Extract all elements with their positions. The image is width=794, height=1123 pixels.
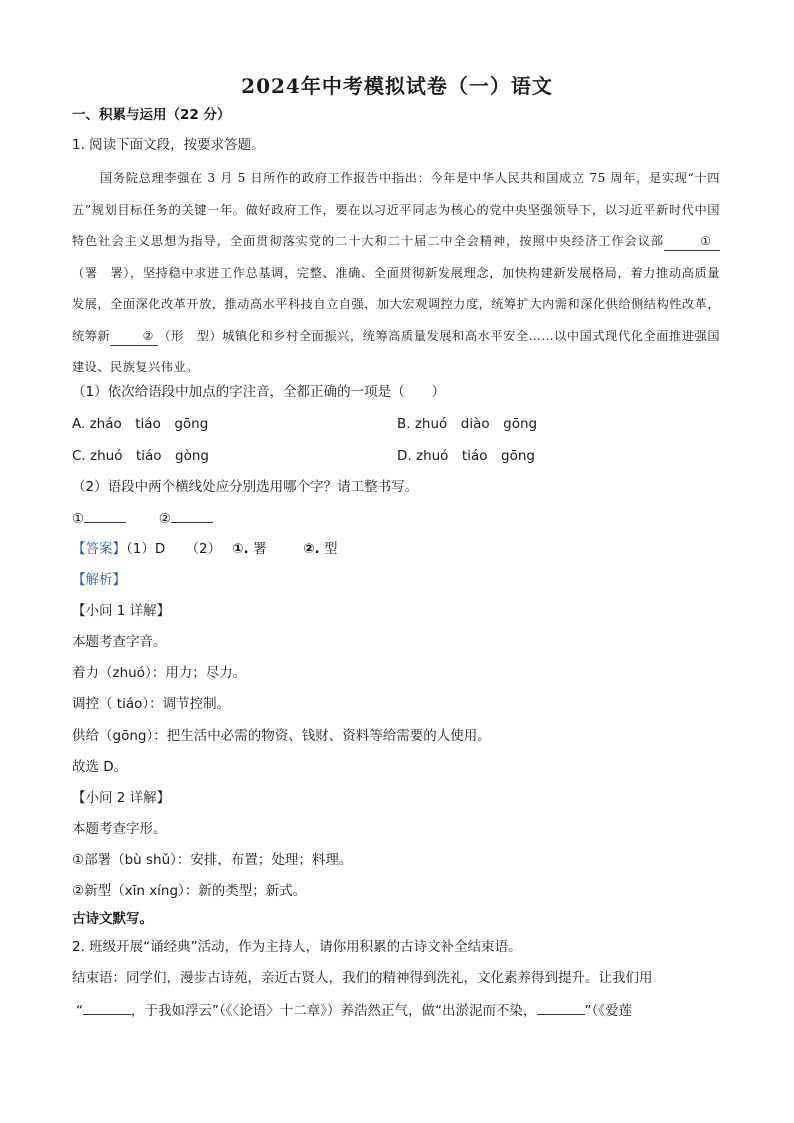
question-2-text-mid: ，于我如浮云”（《〈论语〉十二章》）养浩然正气，做“出淤泥而不染， xyxy=(131,1003,537,1019)
question-1-stem: 1. 阅读下面文段，按要求答题。 xyxy=(72,137,265,153)
sub-question-1: （1）依次给语段中加点的字注音，全都正确的一项是（ ） xyxy=(72,384,446,400)
sub-question-2: （2）语段中两个横线处应分别选用哪个字？请工整书写。 xyxy=(72,479,419,495)
fill-underline-1 xyxy=(84,508,126,523)
poem-blank-2 xyxy=(537,1000,585,1015)
question-2-line-2 xyxy=(76,1000,632,1021)
passage-blank-1: ① xyxy=(664,232,720,251)
detail-2-line-2: ①部署（bù shǔ）：安排，布置；处理；料理。 xyxy=(72,852,353,868)
answer-text: （1）D （2） xyxy=(126,541,228,557)
fill-label-2: ② xyxy=(158,511,171,527)
section-heading-2: 古诗文默写。 xyxy=(72,911,153,927)
reading-passage xyxy=(72,163,720,384)
detail-1-heading: 【小问 1 详解】 xyxy=(72,603,171,619)
answer-label: 【答案】 xyxy=(72,541,126,557)
fill-label-1: ① xyxy=(72,511,85,527)
detail-1-line-5: 故选 D。 xyxy=(72,759,128,775)
answer-row xyxy=(72,539,337,559)
question-2-line-1: 结束语：同学们，漫步古诗苑，亲近古贤人，我们的精神得到洗礼，文化素养得到提升。让我们用 xyxy=(72,970,653,986)
detail-1-line-1: 本题考查字音。 xyxy=(72,634,167,650)
passage-part-1: 国务院总理李强在 3 月 5 日所作的政府工作报告中指出：今年是中华人民共和国成立 75 周年，是实现“十四五”规划目标任务的关键一年。做好政府工作，要在以习近平同志为核心的党中央坚强领导下，以习近平新时代中国特色社会主义思想为指导，全面贯彻落实党的二十大和二十届二中全会精神，按照中央经济工作会议部 xyxy=(72,171,720,248)
detail-1-line-2: 着力（zhuó）：用力；尽力。 xyxy=(72,665,247,681)
fill-blanks-row xyxy=(72,508,213,529)
option-c: C. zhuó tiáo gòng xyxy=(72,448,209,464)
detail-2-line-1: 本题考查字形。 xyxy=(72,821,167,837)
option-d: D. zhuó tiáo gōng xyxy=(397,448,535,464)
quote-open: “ xyxy=(76,1003,83,1019)
passage-part-2: （署 署），坚持稳中求进工作总基调，完整、准确、全面贯彻新发展理念，加快构建新发展格局，着力推动高质量发展，全面深化改革开放，推动高水平科技自立自强，加大宏观调控力度，统筹扩大内需和深化供给侧结构性改革，统筹新 xyxy=(72,265,720,343)
answer-value-1: 署 xyxy=(252,541,267,557)
option-a: A. zháo tiáo gōng xyxy=(72,416,209,432)
option-b: B. zhuó diào gōng xyxy=(397,416,538,432)
answer-circle-1: ①. xyxy=(232,541,249,557)
analysis-label: 【解析】 xyxy=(72,572,126,588)
answer-value-2: 型 xyxy=(323,541,338,557)
detail-1-line-4: 供给（gōng）：把生活中必需的物资、钱财、资料等给需要的人使用。 xyxy=(72,728,491,744)
poem-blank-1 xyxy=(83,1000,131,1015)
answer-circle-2: ②. xyxy=(303,541,320,557)
detail-2-line-3: ②新型（xīn xíng）：新的类型；新式。 xyxy=(72,883,307,899)
question-2-text-end: ”（《爱莲 xyxy=(584,1003,632,1019)
passage-part-3: （形 型）城镇化和乡村全面振兴，统筹高质量发展和高水平安全……以中国式现代化全面推进强国建设、民族复兴伟业。 xyxy=(72,328,721,374)
question-2-stem: 2. 班级开展“诵经典”活动，作为主持人，请你用积累的古诗文补全结束语。 xyxy=(72,939,522,955)
detail-2-heading: 【小问 2 详解】 xyxy=(72,790,171,806)
detail-1-line-3: 调控（ tiáo）：调节控制。 xyxy=(72,696,231,712)
page-title: 2024年中考模拟试卷（一）语文 xyxy=(241,74,553,98)
section-heading-1: 一、积累与运用（22 分） xyxy=(72,107,231,123)
fill-underline-2 xyxy=(171,508,213,523)
passage-blank-2: ② xyxy=(110,327,158,346)
